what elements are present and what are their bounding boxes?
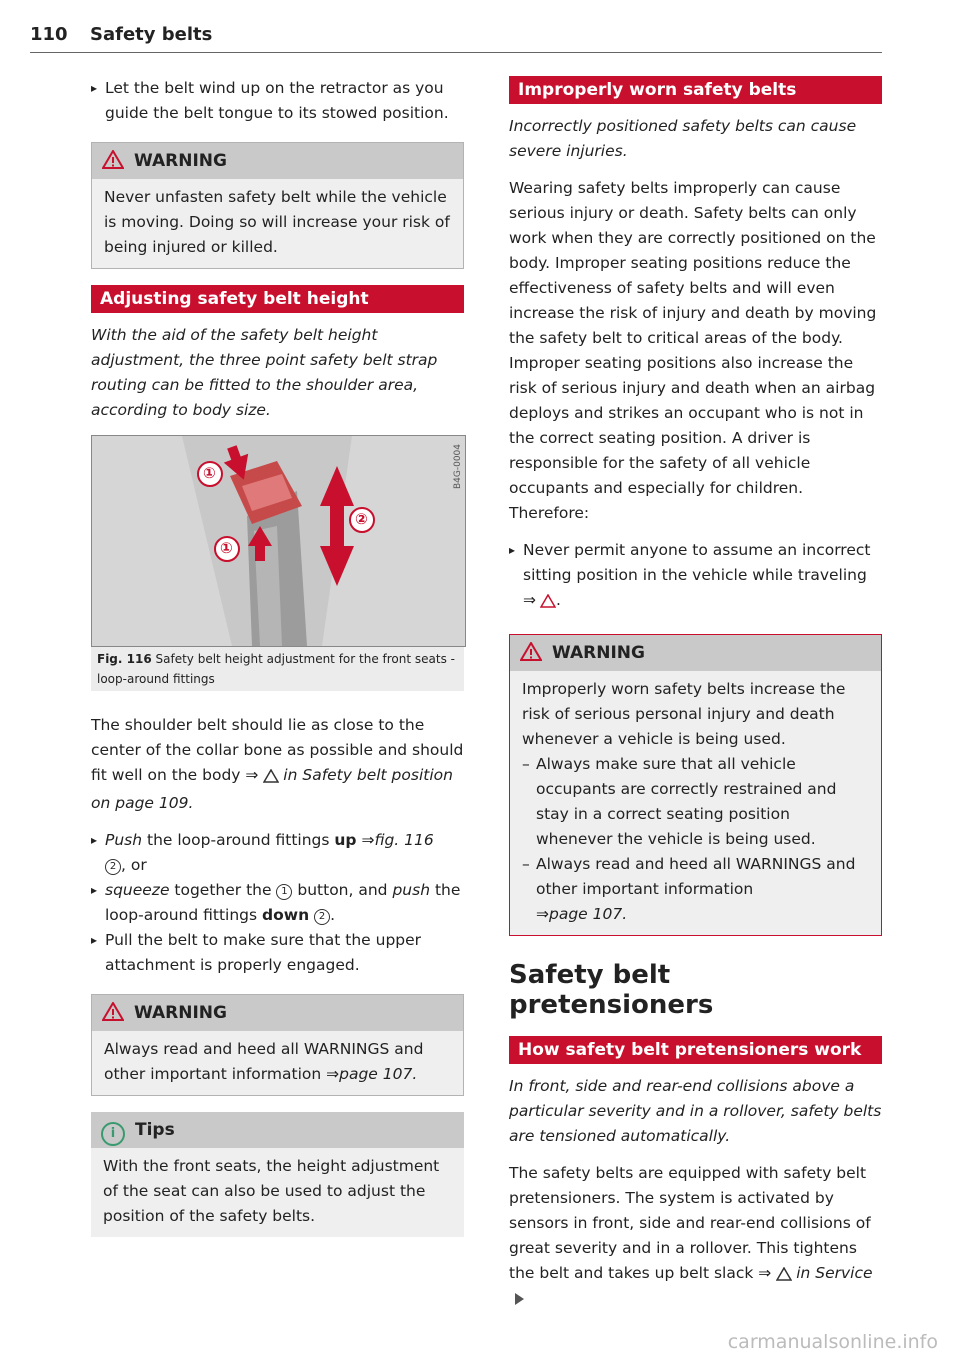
- callout-2-icon: 2: [105, 859, 121, 875]
- list-item: ▸ Never permit anyone to assume an incorrect sitting position in the vehicle while traveling ⇒ .: [509, 538, 882, 616]
- warning-text: Improperly worn safety belts increase the risk of serious personal injury and death whenever a vehicle is being used. – Always make sure that all vehicle occupants are correctly restrained and stay in a correct seating position whenever the vehicle is being used. – Always read and heed all WARNINGS and other important information ⇒page 107.: [510, 671, 881, 935]
- right-column: [509, 76, 882, 1326]
- list-item: ▸ squeeze together the 1 button, and push the loop-around fittings down 2 .: [91, 878, 464, 928]
- callout-2: ②: [355, 510, 368, 528]
- warning-header: WARNING: [92, 143, 463, 179]
- section-intro: In front, side and rear-end collisions above a particular severity and in a rollover, safety belts are tensioned automatically.: [509, 1077, 882, 1145]
- warning-ref-icon: [263, 766, 279, 791]
- callout-1b: ①: [220, 539, 233, 557]
- warning-text: Never unfasten safety belt while the vehicle is moving. Doing so will increase your risk of being injured or killed.: [92, 179, 463, 268]
- callout-2-icon: 2: [314, 909, 330, 925]
- warning-text: Always read and heed all WARNINGS and other important information ⇒page 107.: [92, 1031, 463, 1095]
- section-heading-improperly-worn: Improperly worn safety belts: [509, 76, 882, 104]
- section-intro: With the aid of the safety belt height adjustment, the three point safety belt strap routing can be fitted to the shoulder area, according to body size.: [91, 326, 438, 419]
- section-heading-pretensioners: How safety belt pretensioners work: [509, 1036, 882, 1064]
- chapter-heading: Safety belt pretensioners: [509, 960, 714, 1020]
- paragraph-pretensioners: The safety belts are equipped with safety belt pretensioners. The system is activated by sensors in front, side and rear-end collisions of great severity and in a rollover. This tightens the belt and takes up belt slack ⇒ in Service: [509, 1161, 882, 1314]
- warning-item: – Always read and heed all WARNINGS and other important information ⇒page 107.: [522, 852, 869, 927]
- warning-header: WARNING: [92, 995, 463, 1031]
- warning-box: [91, 994, 464, 1096]
- warning-triangle-icon: [102, 998, 124, 1034]
- warning-box: [509, 634, 882, 936]
- tips-text: With the front seats, the height adjustment of the seat can also be used to adjust the position of the safety belts.: [91, 1148, 464, 1237]
- figure-code: B4G-0004: [453, 444, 463, 490]
- paragraph-belt-position: The shoulder belt should lie as close to the center of the collar bone as possible and should fit well on the body ⇒ in Safety belt position on page 109.: [91, 716, 464, 812]
- belt-adjust-illustration: [92, 436, 465, 646]
- warning-triangle-icon: [102, 146, 124, 182]
- info-icon: i: [101, 1122, 125, 1146]
- warning-ref-icon: [540, 591, 556, 616]
- list-item: ▸ Let the belt wind up on the retractor as you guide the belt tongue to its stowed position.: [91, 76, 464, 126]
- list-item: ▸ Pull the belt to make sure that the upper attachment is properly engaged.: [91, 928, 464, 978]
- callout-1: ①: [203, 464, 216, 482]
- tips-box: [91, 1112, 464, 1237]
- section-intro: Incorrectly positioned safety belts can cause severe injuries.: [509, 117, 857, 160]
- warning-box: [91, 142, 464, 269]
- continue-arrow-icon: [515, 1293, 524, 1305]
- callout-1-icon: 1: [276, 884, 292, 900]
- warning-triangle-icon: [520, 638, 542, 674]
- figure-caption: Fig. 116 Safety belt height adjustment for the front seats - loop-around fittings: [91, 647, 464, 691]
- figure-belt-height: [91, 435, 466, 647]
- left-column: [91, 76, 464, 1253]
- page-number: 110: [30, 24, 68, 45]
- warning-header: WARNING: [510, 635, 881, 671]
- watermark: carmanualsonline.info: [727, 1331, 938, 1353]
- section-heading-adjusting: Adjusting safety belt height: [91, 285, 464, 313]
- page-header: [30, 24, 882, 53]
- tips-header: i Tips: [91, 1112, 464, 1148]
- list-item: ▸ Push the loop-around fittings up ⇒fig. 116 2 , or: [91, 828, 464, 878]
- paragraph-improper-wear: Wearing safety belts improperly can cause serious injury or death. Safety belts can only work when they are correctly positioned on the body. Improper seating positions reduce the effectiveness of safety belts and will even increase the risk of injury and death by moving the safety belt to critical areas of the body. Improper seating positions also increase the risk of serious injury and death when an airbag deploys and strikes an occupant who is not in the correct seating position. A driver is responsible for the safety of all vehicle occupants and especially for children. Therefore:: [509, 179, 877, 522]
- warning-ref-icon: [776, 1264, 792, 1289]
- warning-item: – Always make sure that all vehicle occupants are correctly restrained and stay in a correct seating position whenever the vehicle is being used.: [522, 752, 869, 852]
- section-title: Safety belts: [90, 24, 213, 45]
